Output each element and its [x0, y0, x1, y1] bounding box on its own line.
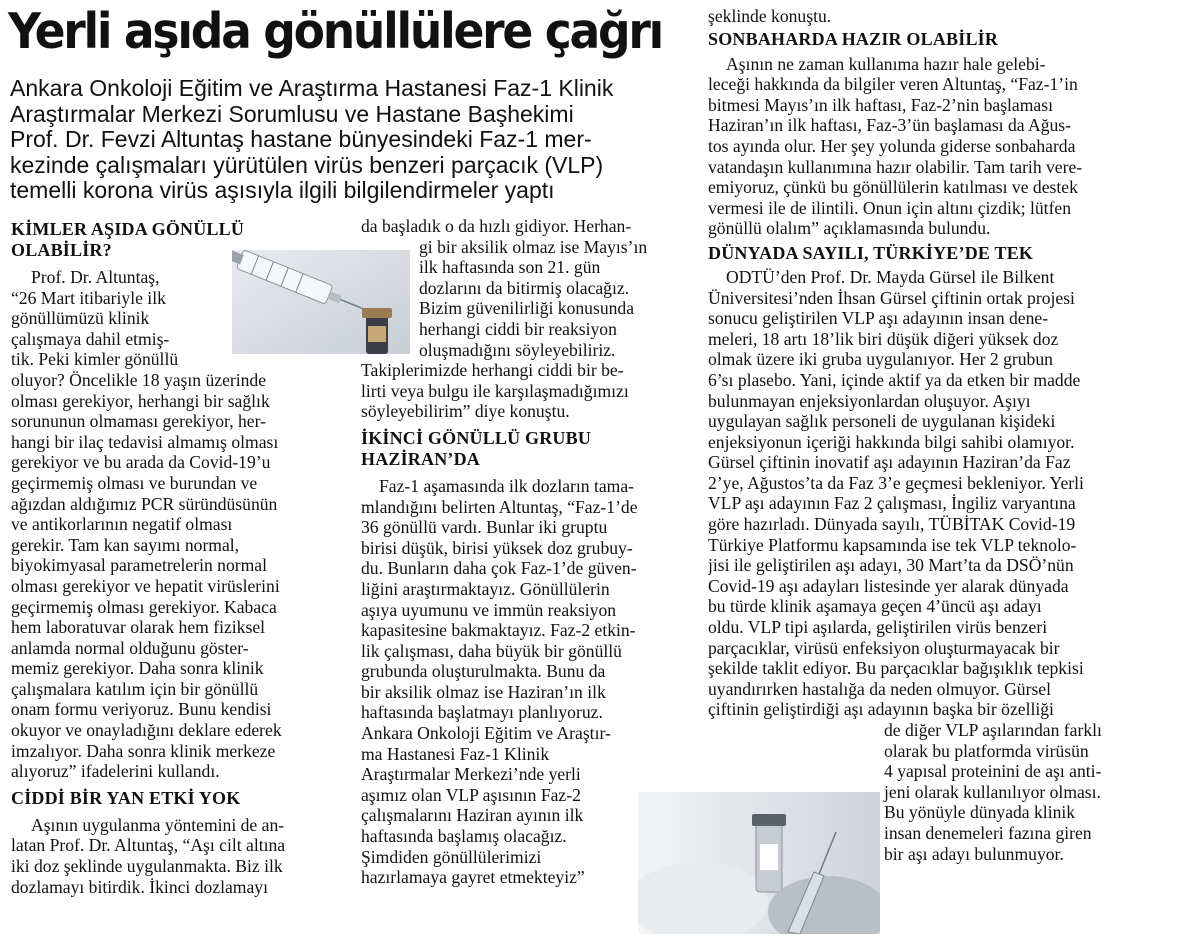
section-heading: İKİNCİ GÖNÜLLÜ GRUBU	[361, 427, 592, 448]
text-line: 36 gönüllü vardı. Bunlar iki gruptu	[361, 517, 608, 538]
text-line: Takiplerimizde herhangi ciddi bir be-	[361, 360, 624, 381]
text-line: çiftinin geliştirdiği aşı adayının başka bir özelliği	[708, 699, 1054, 720]
column-1	[11, 219, 356, 897]
text-line: “26 Mart itibariyle ilk	[11, 287, 166, 308]
text-line: emiyoruz, çünkü bu gönüllülerin katılması ve destek	[708, 177, 1078, 198]
text-line: Bu yönüyle dünyada klinik	[884, 802, 1076, 823]
text-line: bir aksilik olmaz ise Haziran’ın ilk	[361, 681, 606, 702]
section-heading: KİMLER AŞIDA GÖNÜLLÜ	[11, 219, 245, 239]
text-line: iki doz şeklinde uygulanmakta. Biz ilk	[11, 856, 283, 877]
text-line: latan Prof. Dr. Altuntaş, “Aşı cilt altına	[11, 835, 286, 856]
text-line: Aşının ne zaman kullanıma hazır hale gelebi-	[726, 53, 1046, 74]
text-line: enjeksiyonun içeriği hakkında bilgi sahibi olamıyor.	[708, 431, 1075, 452]
text-line: hazırlamaya gayret etmekteyiz”	[361, 867, 585, 888]
text-line: uyandırırken hastalığa da neden olmuyor. Gürsel	[708, 678, 1051, 699]
text-line: de diğer VLP aşılarından farklı	[884, 720, 1102, 740]
text-line: hangi bir ilaç tedavisi almamış olması	[11, 431, 279, 452]
text-line: Üniversitesi’nden İhsan Gürsel çiftinin ortak projesi	[708, 287, 1075, 308]
text-line: şekilde taklit ediyor. Bu parçacıklar bağışıklık tepkisi	[708, 658, 1084, 679]
text-line: söyleyebilirim” diye konuştu.	[361, 401, 570, 422]
text-line: gönüllümüzü klinik	[11, 308, 150, 329]
text-line: oluşmadığını söyleyebiliriz.	[419, 339, 616, 360]
text-line: şeklinde konuştu.	[708, 6, 832, 26]
text-line: Araştırmalar Merkezi’nde yerli	[361, 764, 581, 785]
section-heading: CİDDİ BİR YAN ETKİ YOK	[11, 787, 241, 808]
text-line: 4 yapısal proteinini de aşı anti-	[884, 761, 1102, 782]
text-line: haftasında başlamış olacağız.	[361, 826, 567, 847]
text-line: mlandığını belirten Altuntaş, “Faz-1’de	[361, 496, 638, 517]
text-line: Şimdiden gönüllülerimizi	[361, 846, 542, 867]
lead-line: Ankara Onkoloji Eğitim ve Araştırma Hastanesi Faz-1 Klinik	[10, 75, 614, 101]
text-line: olması gerekiyor, herhangi bir sağlık	[11, 390, 270, 411]
text-line: uygulayan sağlık personeli de uygulanan kişideki	[708, 411, 1056, 432]
text-line: meleri, 18 artı 18’lik biri düşük diğeri yüksek doz	[708, 328, 1059, 349]
text-line: sonucu geliştirilen VLP aşı adayının insan dene-	[708, 308, 1049, 329]
text-line: Covid-19 aşı adayları listesinde yer alarak dünyada	[708, 575, 1069, 596]
text-line: olması gerekiyor ve hepatit virüslerini	[11, 575, 280, 596]
lead-line: Araştırmalar Merkezi Sorumlusu ve Hastane Başhekimi	[10, 100, 574, 127]
text-line: grubunda oluşturulmakta. Bunu da	[361, 661, 606, 682]
section-heading: SONBAHARDA HAZIR OLABİLİR	[708, 28, 999, 49]
text-line: geçirmemiş olması gerekiyor. Kabaca	[11, 596, 277, 617]
text-line: lik çalışması, daha büyük bir gönüllü	[361, 640, 622, 661]
text-line: parçacıklar, virüsü enfeksiyon oluşturmayacak bir	[708, 637, 1060, 658]
text-line: göre hazırladı. Dünyada sayılı, TÜBİTAK Covid-19	[708, 514, 1076, 535]
lead-line: temelli korona virüs aşısıyla ilgili bilgilendirmeler yaptı	[10, 177, 555, 203]
text-line: leceği hakkında da bilgiler veren Altuntaş, “Faz-1’in	[708, 74, 1078, 95]
text-line: onam formu veriyoruz. Bunu kendisi	[11, 699, 272, 720]
text-line: çalışmalara katılım için bir gönüllü	[11, 678, 259, 699]
text-line: aşımız olan VLP aşısının Faz-2	[361, 784, 581, 805]
text-line: alıyoruz” ifadelerini kullandı.	[11, 761, 220, 782]
text-line: Faz-1 aşamasında ilk dozların tama-	[379, 475, 635, 496]
lead-paragraph	[10, 76, 700, 204]
text-line: memiz gerekiyor. Daha sonra klinik	[11, 658, 264, 679]
text-line: tik. Peki kimler gönüllü	[11, 349, 179, 370]
text-line: VLP aşı adayının Faz 2 çalışması, İngiliz varyantına	[708, 493, 1076, 514]
text-line: olarak bu platformda virüsün	[884, 740, 1089, 761]
lead-line: Prof. Dr. Fevzi Altuntaş hastane bünyesindeki Faz-1 mer-	[10, 126, 592, 152]
column-2	[361, 216, 706, 888]
text-line: tos ayında olur. Her şey yolunda giderse sonbaharda	[708, 135, 1076, 156]
text-line: bitmesi Mayıs’ın ilk haftası, Faz-2’nin başlaması	[708, 94, 1053, 115]
text-line: çalışmaya dahil etmiş-	[11, 328, 170, 349]
text-line: olmak üzere iki gruba uygulanıyor. Her 2 grubun	[708, 349, 1053, 370]
text-line: herhangi ciddi bir reaksiyon	[419, 318, 617, 339]
text-line: vatandaşın kullanımına hazır olabilir. Tam tarih vere-	[708, 156, 1083, 177]
text-line: liğini araştırmaktayız. Gönüllülerin	[361, 578, 610, 599]
section-heading: OLABİLİR?	[11, 240, 112, 260]
text-line: ağızdan aldığımız PCR süründüsünün	[11, 493, 278, 514]
text-line: imzalıyor. Daha sonra klinik merkeze	[11, 740, 276, 761]
text-line: Gürsel çiftinin inovatif aşı adayının Haziran’da Faz	[708, 452, 1071, 473]
text-line: hem laboratuvar olarak hem fiziksel	[11, 617, 266, 638]
text-line: jeni olarak kullanılıyor olması.	[884, 781, 1101, 802]
text-line: bir aşı adayı bulunmuyor.	[884, 843, 1064, 864]
text-line: gönüllü olalım” açıklamasında bulundu.	[708, 218, 991, 239]
text-line: anlamda normal olduğunu göster-	[11, 637, 249, 658]
text-line: bulunmayan enjeksiyonlardan oluşuyor. Aşıyı	[708, 390, 1031, 411]
text-line: gi bir aksilik olmaz ise Mayıs’ın	[419, 236, 648, 257]
text-line: kapasitesine bakmaktayız. Faz-2 etkin-	[361, 620, 636, 641]
text-line: okuyor ve onayladığını deklare ederek	[11, 720, 282, 741]
text-line: vermesi ile de ilintili. Onun için altını çizdik; lütfen	[708, 197, 1072, 218]
text-line: 6’sı plasebo. Yani, içinde aktif ya da etken bir madde	[708, 369, 1081, 390]
section-heading: HAZİRAN’DA	[361, 448, 480, 469]
text-line: aşıya uyumunu ve immün reaksiyon	[361, 599, 617, 620]
text-line: oldu. VLP tipi aşılarda, geliştirilen virüs benzeri	[708, 617, 1048, 638]
text-line: geçirmemiş olması ve burundan ve	[11, 472, 258, 493]
text-line: Haziran’ın ilk haftası, Faz-3’ün başlaması da Ağus-	[708, 115, 1072, 136]
section-heading: DÜNYADA SAYILI, TÜRKİYE’DE TEK	[708, 242, 1034, 263]
text-line: Bizim güvenilirliği konusunda	[419, 298, 635, 319]
lead-line: kezinde çalışmaları yürütülen virüs benzeri parçacık (VLP)	[10, 151, 604, 178]
text-line: çalışmalarını Haziran ayının ilk	[361, 805, 584, 826]
text-line: gerekiyor ve bu arada da Covid-19’u	[11, 452, 271, 473]
headline: Yerli aşıda gönüllülere çağrı	[8, 3, 663, 60]
text-line: Aşının uygulanma yöntemini de an-	[31, 814, 285, 835]
text-line: Prof. Dr. Altuntaş,	[31, 267, 160, 287]
text-line: ODTÜ’den Prof. Dr. Mayda Gürsel ile Bilkent	[726, 266, 1055, 287]
text-line: biyokimyasal parametrelerin normal	[11, 555, 267, 576]
column-3	[708, 6, 1170, 864]
text-line: ma Hastanesi Faz-1 Klinik	[361, 743, 550, 764]
text-line: sorununun olmaması gerekiyor, her-	[11, 411, 266, 432]
text-line: da başladık o da hızlı gidiyor. Herhan-	[361, 216, 632, 236]
text-line: lirti veya bulgu ile karşılaşmadığımızı	[361, 380, 629, 401]
text-line: haftasında başlatmayı planlıyoruz.	[361, 702, 603, 723]
text-line: gerekir. Tam kan sayımı normal,	[11, 534, 240, 555]
text-line: Türkiye Platformu kapsamında ise tek VLP teknolo-	[708, 534, 1077, 555]
text-line: jisi ile geliştirilen aşı adayı, 30 Mart’ta da DSÖ’nün	[708, 555, 1074, 576]
text-line: dozlarını da bitirmiş olacağız.	[419, 277, 630, 298]
text-line: bu türde klinik aşamaya geçen 4’üncü aşı adayı	[708, 596, 1042, 617]
text-line: du. Bunların daha çok Faz-1’de güven-	[361, 558, 637, 579]
text-line: ve antikorlarının negatif olması	[11, 514, 233, 535]
text-line: birisi düşük, birisi yüksek doz grubuy-	[361, 537, 633, 558]
text-line: 2’ye, Ağustos’ta da Faz 3’e geçmesi bekleniyor. Yerli	[708, 472, 1084, 493]
text-line: Ankara Onkoloji Eğitim ve Araştır-	[361, 723, 611, 744]
text-line: oluyor? Öncelikle 18 yaşın üzerinde	[11, 369, 267, 390]
text-line: dozlamayı bitirdik. İkinci dozlamayı	[11, 876, 268, 897]
text-line: insan denemeleri fazına giren	[884, 822, 1092, 843]
text-line: ilk haftasında son 21. gün	[419, 257, 601, 278]
